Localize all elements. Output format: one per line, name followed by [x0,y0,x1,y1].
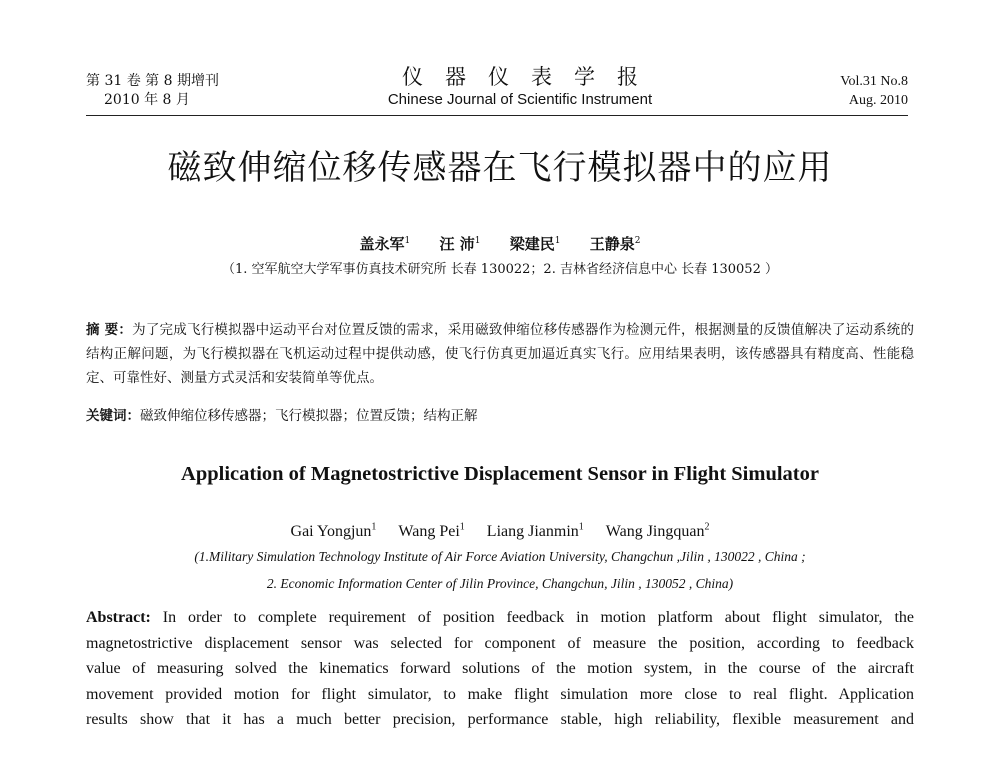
affiliation-en-line-1: (1.Military Simulation Technology Institute of Air Force Aviation University, Changchun ,Jilin , 130022 , China ; [194,549,806,564]
authors-en [0,518,1000,542]
header-vol-no: Vol.31 No.8 [840,74,908,89]
author-cn: 盖永军$^1$ [359,235,411,253]
header-rule [86,115,908,116]
header-right [840,72,908,110]
author-en: Wang Jingquan$^2$ [605,522,710,541]
author-en: Liang Jianmin$^1$ [486,522,584,541]
abstract-cn-text: 为了完成飞行模拟器中运动平台对位置反馈的需求，采用磁致伸缩位移传感器作为检测元件，根据测量的反馈值解决了运动系统的结构正解问题，为飞行模拟器在飞机运动过程中提供动感，使飞行仿真更加逼近真实飞行。应用结果表明，该传感器具有精度高、性能稳定、可靠性好、测量方式灵活和安装简单等优点。 [86,322,915,386]
affiliation-en-line-2: 2. Economic Information Center of Jilin Province, Changchun, Jilin , 130052 , China) [266,576,734,591]
abstract-cn [86,318,914,390]
header-left [86,72,219,110]
keywords-cn [86,405,914,427]
journal-name-cn: 仪器仪表学报 [402,65,660,89]
title-cn: 磁致伸缩位移传感器在飞行模拟器中的应用 [167,148,833,188]
abstract-en-line: Abstract: In order to complete requirement of position feedback in motion platform about flight simulator, the [86,609,914,626]
keywords-cn-text: 磁致伸缩位移传感器；飞行模拟器；位置反馈；结构正解 [140,408,478,424]
authors-cn [0,231,1000,254]
affiliation-cn: （1. 空军航空大学军事仿真技术研究所 长春 130022；2. 吉林省经济信息中心 长春 130052 ） [222,262,778,277]
abstract-en-line: movement provided motion for flight simulator, to make flight simulation more close to real flight. Application [86,685,914,703]
keywords-cn-label: 关键词： [86,408,140,424]
abstract-en-line: value of measuring solved the kinematics forward solutions of the motion system, in the course of the aircraft [86,660,914,677]
abstract-en-label: Abstract: [86,609,151,626]
author-en: Gai Yongjun$^1$ [290,522,377,541]
abstract-en [86,605,914,733]
header-date: 2010 年 8 月 [104,92,190,108]
author-cn: 王静泉$^2$ [589,235,641,253]
abstract-en-line: results show that it has a much better precision, performance stable, high reliability, flexible measurement and [86,711,914,728]
abstract-cn-label: 摘 要： [86,322,133,338]
title-en: Application of Magnetostrictive Displacement Sensor in Flight Simulator [181,463,819,485]
abstract-en-line: magnetostrictive displacement sensor was selected for component of measure the position, according to feedback [86,634,914,652]
author-cn: 梁建民$^1$ [509,235,561,253]
header-month: Aug. 2010 [848,93,908,108]
header-journal [300,64,740,110]
header-volume: 第 31 卷 第 8 期增刊 [86,73,219,89]
journal-name-en: Chinese Journal of Scientific Instrument [387,91,653,108]
author-cn: 汪 沛$^1$ [439,235,481,253]
author-en: Wang Pei$^1$ [398,522,465,541]
